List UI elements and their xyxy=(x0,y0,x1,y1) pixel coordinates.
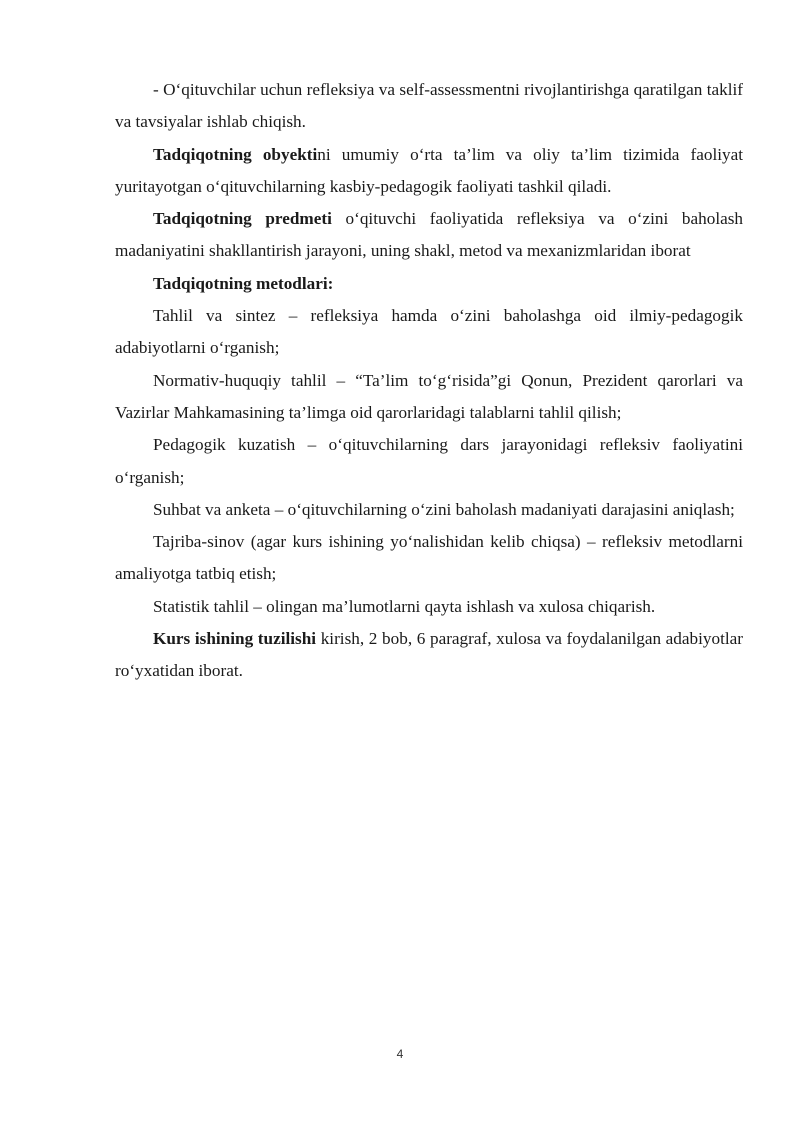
research-subject-paragraph xyxy=(115,203,743,268)
page-number: 4 xyxy=(396,1047,404,1061)
research-object-paragraph xyxy=(115,139,743,204)
course-structure-label: Kurs ishining tuzilishi xyxy=(153,629,317,649)
research-subject-label: Tadqiqotning predmeti xyxy=(153,209,332,229)
course-structure-text: kirish, 2 bob, 6 paragraf, xulosa va foydalanilgan adabiyotlar ro‘yxatidan iborat. xyxy=(115,629,743,681)
method-item: Tajriba-sinov (agar kurs ishining yo‘nalishidan kelib chiqsa) – refleksiv metodlarni amaliyotga tatbiq etish; xyxy=(115,532,743,584)
research-object-text: ni umumiy o‘rta ta’lim va oliy ta’lim tizimida faoliyat yuritayotgan o‘qituvchilarning kasbiy-pedagogik faoliyati tashkil qiladi. xyxy=(115,144,743,196)
method-item: Statistik tahlil – olingan ma’lumotlarni qayta ishlash va xulosa chiqarish. xyxy=(153,596,656,616)
method-item: Normativ-huquqiy tahlil – “Ta’lim to‘g‘risida”gi Qonun, Prezident qarorlari va Vazirlar Mahkamasining ta’limga oid qarorlaridagi talablarni tahlil qilish; xyxy=(115,370,743,422)
methods-heading: Tadqiqotning metodlari: xyxy=(153,273,334,293)
document-page xyxy=(115,74,743,688)
method-item: Tahlil va sintez – refleksiya hamda o‘zini baholashga oid ilmiy-pedagogik adabiyotlarni o‘rganish; xyxy=(115,306,743,358)
method-item: Pedagogik kuzatish – o‘qituvchilarning dars jarayonidagi refleksiv faoliyatini o‘rganish; xyxy=(115,435,743,487)
course-structure-paragraph xyxy=(115,623,743,688)
method-item: Suhbat va anketa – o‘qituvchilarning o‘zini baholash madaniyati darajasini aniqlash; xyxy=(153,499,735,519)
intro-item: - O‘qituvchilar uchun refleksiya va self-assessmentni rivojlantirishga qaratilgan taklif va tavsiyalar ishlab chiqish. xyxy=(115,80,743,132)
research-subject-text: o‘qituvchi faoliyatida refleksiya va o‘zini baholash madaniyatini shakllantirish jarayoni, uning shakl, metod va mexanizmlaridan iborat xyxy=(115,209,744,261)
research-object-label: Tadqiqotning obyekti xyxy=(153,144,318,164)
